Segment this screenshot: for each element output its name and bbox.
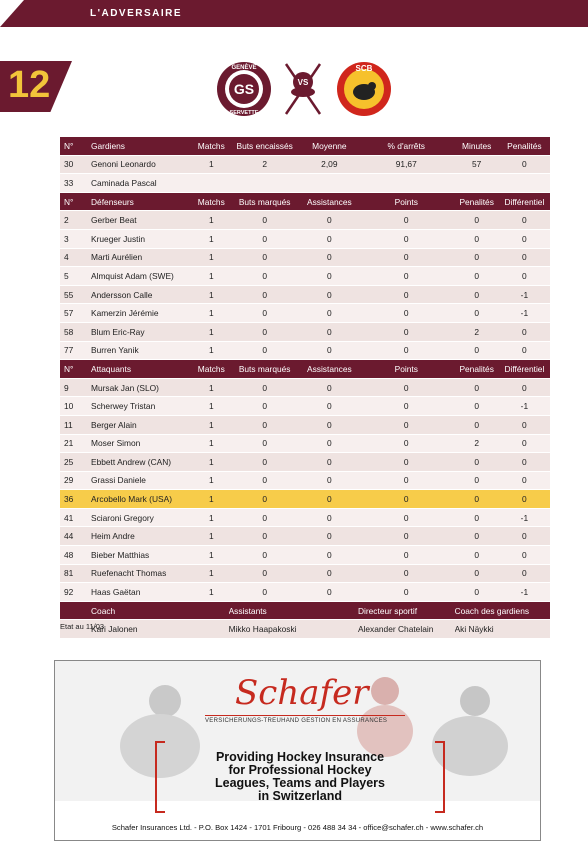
table-cell: 0 <box>358 341 455 360</box>
table-cell: Scherwey Tristan <box>91 397 194 416</box>
svg-text:VS: VS <box>297 78 309 87</box>
svg-text:SERVETTE: SERVETTE <box>229 110 259 116</box>
table-cell: 0 <box>301 490 358 509</box>
table-cell: 0 <box>301 415 358 434</box>
table-cell: 0 <box>499 453 550 472</box>
column-header: Points <box>358 360 455 379</box>
table-cell: 0 <box>229 322 301 341</box>
table-cell: 0 <box>358 211 455 230</box>
table-cell: 0 <box>229 508 301 527</box>
table-cell: Ebbett Andrew (CAN) <box>91 453 194 472</box>
table-cell: 44 <box>60 527 91 546</box>
column-header: Minutes <box>455 137 499 155</box>
table-cell: 0 <box>499 341 550 360</box>
table-cell: 1 <box>194 546 229 565</box>
table-cell: 0 <box>301 378 358 397</box>
forwards-table-row <box>60 471 550 490</box>
column-header: N° <box>60 192 91 211</box>
defenders-table-row <box>60 322 550 341</box>
column-header: N° <box>60 137 91 155</box>
table-cell: 0 <box>499 155 550 174</box>
data-date-note: Etat au 11/03 <box>60 622 105 631</box>
table-cell: Andersson Calle <box>91 285 194 304</box>
table-cell: 0 <box>229 248 301 267</box>
table-cell: 5 <box>60 267 91 286</box>
table-cell: 1 <box>194 155 229 174</box>
table-cell: 0 <box>499 564 550 583</box>
table-cell: 0 <box>358 564 455 583</box>
forwards-table-row <box>60 378 550 397</box>
staff-role-label: Coach des gardiens <box>455 601 550 620</box>
table-cell: 0 <box>499 229 550 248</box>
table-cell: 0 <box>455 378 499 397</box>
goalies-header-row <box>60 137 550 155</box>
table-cell: 81 <box>60 564 91 583</box>
svg-text:GENÈVE: GENÈVE <box>231 65 257 71</box>
table-cell: 1 <box>194 471 229 490</box>
table-cell: 0 <box>499 415 550 434</box>
table-cell: 0 <box>455 267 499 286</box>
roster-table-body <box>60 137 550 639</box>
table-cell: -1 <box>499 285 550 304</box>
table-cell: 0 <box>301 322 358 341</box>
table-cell: 0 <box>229 564 301 583</box>
table-cell: 33 <box>60 174 91 193</box>
table-cell: Moser Simon <box>91 434 194 453</box>
table-cell: 1 <box>194 564 229 583</box>
table-cell: 48 <box>60 546 91 565</box>
column-header: Défenseurs <box>91 192 194 211</box>
table-cell: Gerber Beat <box>91 211 194 230</box>
table-cell: 58 <box>60 322 91 341</box>
table-cell: 0 <box>229 378 301 397</box>
forwards-table-row <box>60 490 550 509</box>
table-cell: -1 <box>499 397 550 416</box>
table-cell <box>358 174 455 193</box>
table-cell: 0 <box>358 322 455 341</box>
schafer-advertisement[interactable] <box>54 660 541 841</box>
table-cell: 0 <box>229 490 301 509</box>
table-cell: Heim Andre <box>91 527 194 546</box>
forwards-table-row <box>60 434 550 453</box>
table-cell: 0 <box>229 527 301 546</box>
table-cell: 2,09 <box>301 155 358 174</box>
table-cell: 0 <box>229 434 301 453</box>
logo-underline <box>205 715 405 716</box>
column-header: Points <box>358 192 455 211</box>
table-cell: 0 <box>301 527 358 546</box>
column-header: Penalités <box>455 360 499 379</box>
table-cell: Blum Eric-Ray <box>91 322 194 341</box>
vs-crossed-sticks-icon <box>286 64 320 114</box>
table-cell: 0 <box>455 304 499 323</box>
column-header: Penalités <box>499 137 550 155</box>
table-cell: 0 <box>229 583 301 602</box>
table-cell: 77 <box>60 341 91 360</box>
table-cell: 2 <box>455 322 499 341</box>
table-cell: 1 <box>194 508 229 527</box>
table-cell: 1 <box>194 304 229 323</box>
column-header: Matchs <box>194 360 229 379</box>
table-cell: 0 <box>229 546 301 565</box>
table-cell: 0 <box>229 267 301 286</box>
geneve-servette-logo <box>217 62 271 116</box>
table-cell: 0 <box>358 304 455 323</box>
table-cell <box>301 174 358 193</box>
table-cell: 1 <box>194 583 229 602</box>
table-cell: 0 <box>499 322 550 341</box>
table-cell: 0 <box>301 397 358 416</box>
table-cell: 1 <box>194 322 229 341</box>
table-cell: 0 <box>301 564 358 583</box>
table-cell: 0 <box>301 285 358 304</box>
table-cell: 0 <box>301 229 358 248</box>
forwards-header-row <box>60 360 550 379</box>
table-cell: 25 <box>60 453 91 472</box>
table-cell: 9 <box>60 378 91 397</box>
forwards-table-row <box>60 546 550 565</box>
table-cell: 0 <box>499 378 550 397</box>
defenders-table-row <box>60 229 550 248</box>
table-cell: 0 <box>358 397 455 416</box>
table-cell: Arcobello Mark (USA) <box>91 490 194 509</box>
table-cell: 0 <box>358 285 455 304</box>
staff-role-label: Coach <box>91 601 229 620</box>
table-cell: 1 <box>194 285 229 304</box>
table-cell: 0 <box>229 397 301 416</box>
staff-member-name: Kari Jalonen <box>91 620 229 639</box>
table-cell: 2 <box>455 434 499 453</box>
table-cell: 0 <box>229 229 301 248</box>
table-cell: 11 <box>60 415 91 434</box>
table-cell: Genoni Leonardo <box>91 155 194 174</box>
table-cell: Berger Alain <box>91 415 194 434</box>
table-cell: -1 <box>499 508 550 527</box>
goalies-table-row <box>60 155 550 174</box>
table-cell: 0 <box>301 508 358 527</box>
table-cell: 1 <box>194 415 229 434</box>
table-cell: 0 <box>358 453 455 472</box>
table-cell: 0 <box>455 415 499 434</box>
column-header: Buts encaissés <box>229 137 301 155</box>
table-cell: 0 <box>358 508 455 527</box>
table-cell: 0 <box>301 341 358 360</box>
table-cell: Haas Gaëtan <box>91 583 194 602</box>
forwards-table-row <box>60 527 550 546</box>
table-cell: 57 <box>60 304 91 323</box>
table-cell: 0 <box>358 546 455 565</box>
ad-subtitle: VERSICHERUNGS-TREUHAND GESTION EN ASSURANCES <box>205 718 388 724</box>
table-cell: 0 <box>301 546 358 565</box>
table-cell: 0 <box>229 285 301 304</box>
column-header: Assistances <box>301 192 358 211</box>
table-cell <box>194 174 229 193</box>
table-cell: -1 <box>499 583 550 602</box>
table-cell: 57 <box>455 155 499 174</box>
table-cell: 0 <box>301 248 358 267</box>
table-cell: 0 <box>358 490 455 509</box>
defenders-table-row <box>60 267 550 286</box>
table-cell: 1 <box>194 229 229 248</box>
table-cell: 0 <box>499 527 550 546</box>
table-cell: 0 <box>301 453 358 472</box>
staff-member-name: Alexander Chatelain <box>358 620 455 639</box>
staff-role-label: Directeur sportif <box>358 601 455 620</box>
column-header: Assistances <box>301 360 358 379</box>
table-cell: 0 <box>229 211 301 230</box>
table-cell: 0 <box>499 248 550 267</box>
table-cell: 0 <box>301 304 358 323</box>
table-cell: 0 <box>455 248 499 267</box>
table-cell: 0 <box>301 471 358 490</box>
table-cell: 0 <box>455 229 499 248</box>
forwards-table-row <box>60 415 550 434</box>
page-number: 12 <box>8 64 51 106</box>
table-cell: 0 <box>455 341 499 360</box>
table-cell: 30 <box>60 155 91 174</box>
column-header: % d'arrêts <box>358 137 455 155</box>
table-cell: Bieber Matthias <box>91 546 194 565</box>
table-cell: 1 <box>194 341 229 360</box>
table-cell: 0 <box>455 527 499 546</box>
table-cell: 0 <box>455 564 499 583</box>
table-cell: 41 <box>60 508 91 527</box>
table-cell: -1 <box>499 304 550 323</box>
table-cell <box>499 174 550 193</box>
forwards-table-row <box>60 564 550 583</box>
table-cell: 0 <box>455 583 499 602</box>
table-cell: 1 <box>194 248 229 267</box>
table-cell: 92 <box>60 583 91 602</box>
table-cell: 0 <box>358 471 455 490</box>
table-cell: 0 <box>499 267 550 286</box>
table-cell: 0 <box>455 471 499 490</box>
staff-values-row <box>60 620 550 639</box>
table-cell: 0 <box>358 527 455 546</box>
column-header: Buts marqués <box>229 192 301 211</box>
table-cell: 0 <box>499 211 550 230</box>
table-cell: 1 <box>194 453 229 472</box>
column-header: Matchs <box>194 137 229 155</box>
table-cell: 91,67 <box>358 155 455 174</box>
table-cell: 2 <box>60 211 91 230</box>
defenders-table-row <box>60 285 550 304</box>
forwards-table-row <box>60 453 550 472</box>
table-cell: 2 <box>229 155 301 174</box>
forwards-table-row <box>60 397 550 416</box>
ad-headline: Providing Hockey Insurance for Professional Hockey Leagues, Teams and Players in Switzerland <box>215 750 385 803</box>
table-cell: Marti Aurélien <box>91 248 194 267</box>
table-cell: 0 <box>455 508 499 527</box>
svg-text:SCB: SCB <box>355 64 373 73</box>
defenders-table-row <box>60 211 550 230</box>
table-cell: 0 <box>229 341 301 360</box>
table-cell: 1 <box>194 490 229 509</box>
table-cell: 0 <box>358 267 455 286</box>
column-header: Penalités <box>455 192 499 211</box>
column-header: Gardiens <box>91 137 194 155</box>
table-cell: 0 <box>499 546 550 565</box>
table-cell: 0 <box>229 415 301 434</box>
table-cell: 0 <box>499 434 550 453</box>
column-header: Différentiel <box>499 360 550 379</box>
table-cell: Ruefenacht Thomas <box>91 564 194 583</box>
table-cell: 0 <box>229 453 301 472</box>
table-cell: 0 <box>358 434 455 453</box>
table-cell: 1 <box>194 211 229 230</box>
schafer-logo: Schafer <box>235 673 369 713</box>
table-cell: 1 <box>194 434 229 453</box>
top-banner <box>0 0 588 27</box>
table-cell: 0 <box>301 267 358 286</box>
svg-text:GS: GS <box>233 81 255 97</box>
goalies-table-row <box>60 174 550 193</box>
defenders-table-row <box>60 248 550 267</box>
table-cell: Mursak Jan (SLO) <box>91 378 194 397</box>
table-cell: 0 <box>455 546 499 565</box>
column-header: Différentiel <box>499 192 550 211</box>
table-cell: 0 <box>301 583 358 602</box>
column-header: Attaquants <box>91 360 194 379</box>
table-cell: 0 <box>358 378 455 397</box>
table-cell: 0 <box>229 471 301 490</box>
table-cell: 0 <box>301 434 358 453</box>
ad-contact-line: Schafer Insurances Ltd. - P.O. Box 1424 - 1701 Fribourg - 026 488 34 34 - office@schafer.ch - www.schafer.ch <box>111 823 484 832</box>
table-cell: 1 <box>194 527 229 546</box>
staff-header-row <box>60 601 550 620</box>
defenders-table-row <box>60 304 550 323</box>
staff-member-name: Aki Näykki <box>455 620 550 639</box>
roster-table <box>60 137 550 639</box>
forwards-table-row <box>60 583 550 602</box>
defenders-table-row <box>60 341 550 360</box>
table-cell: 0 <box>358 229 455 248</box>
banner-notch <box>0 0 24 27</box>
table-cell: 36 <box>60 490 91 509</box>
table-cell: 1 <box>194 267 229 286</box>
table-cell: 0 <box>229 304 301 323</box>
column-header: N° <box>60 360 91 379</box>
table-cell <box>229 174 301 193</box>
section-title: L'ADVERSAIRE <box>90 8 183 19</box>
table-cell: 0 <box>499 490 550 509</box>
table-cell: Sciaroni Gregory <box>91 508 194 527</box>
table-cell <box>455 174 499 193</box>
table-cell: 3 <box>60 229 91 248</box>
table-cell: 0 <box>301 211 358 230</box>
column-header: Matchs <box>194 192 229 211</box>
table-cell: Kamerzin Jérémie <box>91 304 194 323</box>
table-cell: 21 <box>60 434 91 453</box>
table-cell: 55 <box>60 285 91 304</box>
table-cell: 1 <box>194 397 229 416</box>
table-cell: 0 <box>455 397 499 416</box>
forwards-table-row <box>60 508 550 527</box>
table-cell: 0 <box>455 285 499 304</box>
table-cell: 0 <box>358 583 455 602</box>
table-cell: 29 <box>60 471 91 490</box>
table-cell: Caminada Pascal <box>91 174 194 193</box>
column-header: Buts marqués <box>229 360 301 379</box>
table-cell: 0 <box>455 490 499 509</box>
table-cell: 1 <box>194 378 229 397</box>
blank-cell <box>60 601 91 620</box>
table-cell: 0 <box>499 471 550 490</box>
table-cell: 4 <box>60 248 91 267</box>
defenders-header-row <box>60 192 550 211</box>
table-cell: 0 <box>358 248 455 267</box>
column-header: Moyenne <box>301 137 358 155</box>
table-cell: 0 <box>358 415 455 434</box>
scb-bern-logo <box>337 62 391 116</box>
table-cell: 0 <box>455 211 499 230</box>
match-logos <box>214 58 394 120</box>
staff-member-name: Mikko Haapakoski <box>229 620 358 639</box>
staff-role-label: Assistants <box>229 601 358 620</box>
table-cell: Krueger Justin <box>91 229 194 248</box>
table-cell: 0 <box>455 453 499 472</box>
table-cell: Burren Yanik <box>91 341 194 360</box>
table-cell: Almquist Adam (SWE) <box>91 267 194 286</box>
table-cell: Grassi Daniele <box>91 471 194 490</box>
table-cell: 10 <box>60 397 91 416</box>
